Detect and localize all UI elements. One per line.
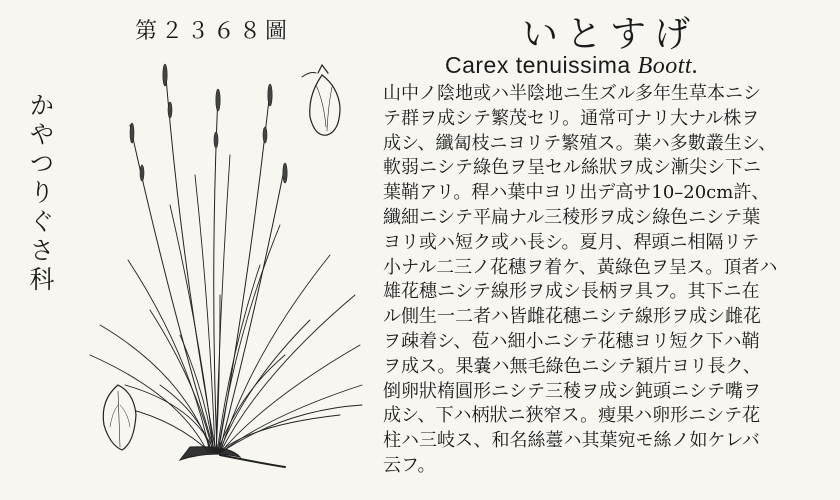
plant-family: かやつりぐさ科 xyxy=(26,92,55,295)
description-line: 纖細ニシテ平扁ナル三稜形ヲ成シ綠色ニシテ葉 xyxy=(383,206,761,228)
description-line: 成シ、下ハ柄狀ニ狹窄ス。瘦果ハ卵形ニシテ花 xyxy=(383,405,761,427)
description-line: 云フ。 xyxy=(383,454,436,476)
scientific-name xyxy=(445,52,699,80)
description-line: 倒卵狀楕圓形ニシテ三稜ヲ成シ鈍頭ニシテ嘴ヲ xyxy=(383,380,761,402)
description-line: 山中ノ陰地或ハ半陰地ニ生ズル多年生草本ニシ xyxy=(383,83,761,104)
species-description xyxy=(383,82,819,479)
description-line: 小ナル二三ノ花穗ヲ着ケ、黃綠色ヲ呈ス。頂者ハ xyxy=(383,256,778,278)
plant-illustration xyxy=(70,55,370,485)
description-line: テ群ヲ成シテ繁茂セリ。通常可ナリ大ナル株ヲ xyxy=(383,107,760,129)
description-line: 雄花穗ニシテ線形ヲ成シ長柄ヲ具フ。其下ニ在 xyxy=(383,281,760,303)
description-line: 軟弱ニシテ綠色ヲ呈セル絲狀ヲ成シ漸尖シ下ニ xyxy=(383,157,761,179)
scientific-author: Boott. xyxy=(637,53,699,79)
perigynium-detail xyxy=(302,65,340,135)
description-line: 葉鞘アリ。稈ハ葉中ヨリ出デ高サ10–20cm許、 xyxy=(383,182,770,204)
description-line: ヨリ或ハ短ク或ハ長シ。夏月、稈頭ニ相隔リテ xyxy=(383,231,760,253)
scientific-binomial: Carex tenuissima xyxy=(445,52,631,78)
description-line: ル側生一二者ハ皆雌花穗ニシテ線形ヲ成シ雌花 xyxy=(383,306,761,328)
root-stub xyxy=(220,455,285,467)
common-name-japanese: いとすげ xyxy=(522,14,699,55)
description-line: ヲ成ス。果嚢ハ無毛綠色ニシテ穎片ヨリ長ク、 xyxy=(383,355,761,377)
description-line: 成シ、纖匐枝ニヨリテ繁殖ス。葉ハ多數叢生シ、 xyxy=(383,132,777,154)
scale-detail xyxy=(103,385,136,450)
description-line: 柱ハ三岐ス、和名絲薹ハ其葉宛モ絲ノ如ケレバ xyxy=(383,430,760,452)
figure-number: 第２３６８圖 xyxy=(135,19,292,44)
spikes xyxy=(130,64,287,183)
description-line: ヲ疎着シ、苞ハ細小ニシテ花穗ヨリ短ク下ハ鞘 xyxy=(383,330,760,352)
